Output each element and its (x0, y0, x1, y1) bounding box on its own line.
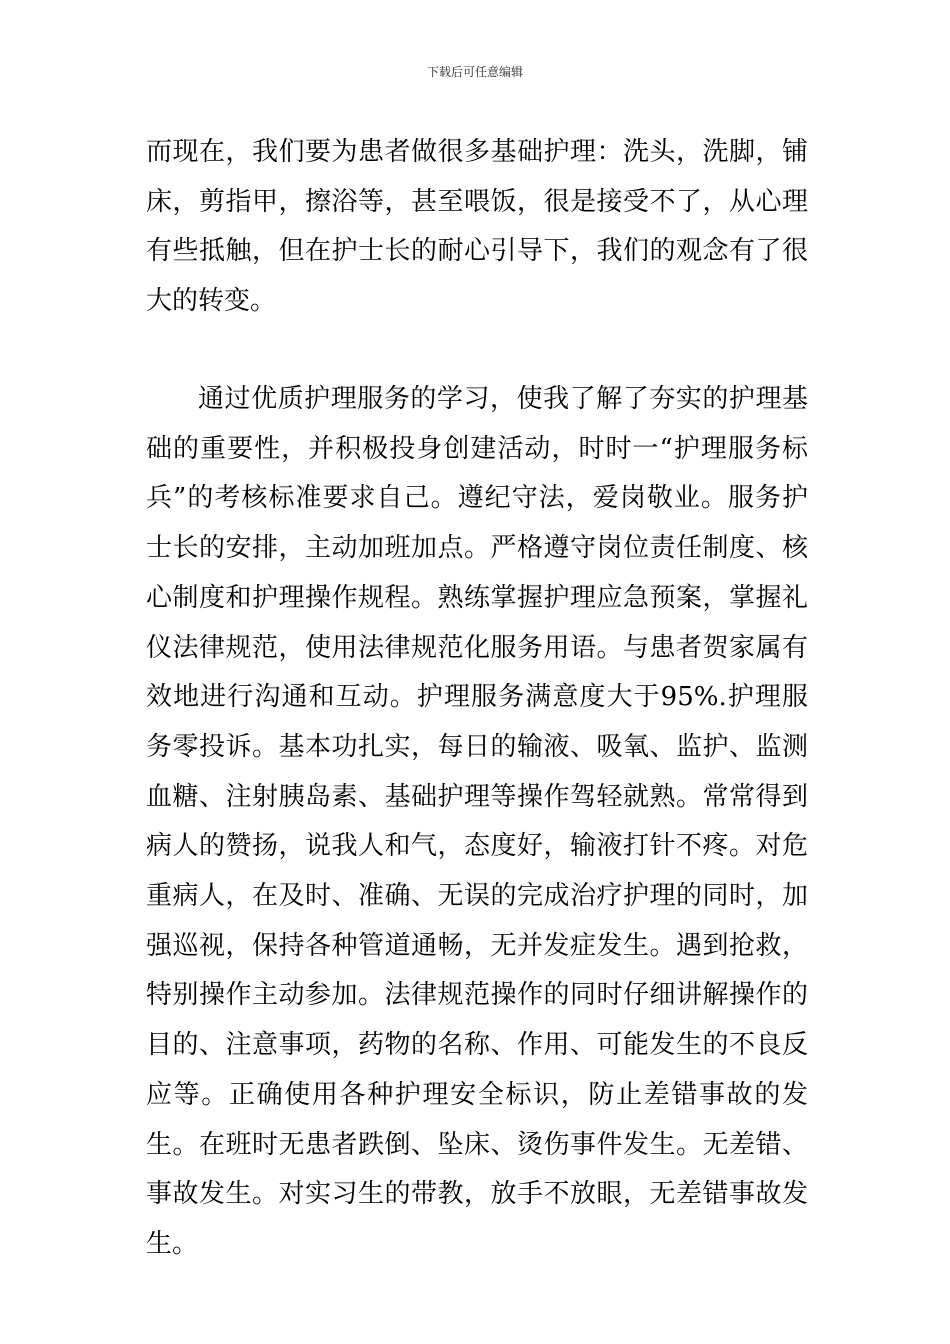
page-header: 下载后可任意编辑 (426, 65, 523, 79)
body-paragraph-2: 通过优质护理服务的学习，使我了解了夯实的护理基础的重要性，并积极投身创建活动，时时一“护理服务标兵”的考核标准要求自己。遵纪守法，爱岗敬业。服务护士长的安排，主动加班加点。严格遵守岗位责任制度、核心制度和护理操作规程。熟练掌握护理应急预案，掌握礼仪法律规范，使用法律规范化服务用语。与患者贺家属有效地进行沟通和互动。护理服务满意度大于95%.护理服务零投诉。基本功扎实，每日的输液、吸氧、监护、监测血糖、注射胰岛素、基础护理等操作驾轻就熟。常常得到病人的赞扬，说我人和气，态度好，输液打针不疼。对危重病人，在及时、准确、无误的完成治疗护理的同时，加强巡视，保持各种管道通畅，无并发症发生。遇到抢救，特别操作主动参加。法律规范操作的同时仔细讲解操作的目的、注意事项，药物的名称、作用、可能发生的不良反应等。正确使用各种护理安全标识，防止差错事故的发生。在班时无患者跌倒、坠床、烫伤事件发生。无差错、事故发生。对实习生的带教，放手不放眼，无差错事故发生。 (146, 384, 808, 1259)
body-paragraph-1: 而现在，我们要为患者做很多基础护理：洗头，洗脚，铺床，剪指甲，擦浴等，甚至喂饭，很是接受不了，从心理有些抵触，但在护士长的耐心引导下，我们的观念有了很大的转变。 (146, 137, 808, 317)
